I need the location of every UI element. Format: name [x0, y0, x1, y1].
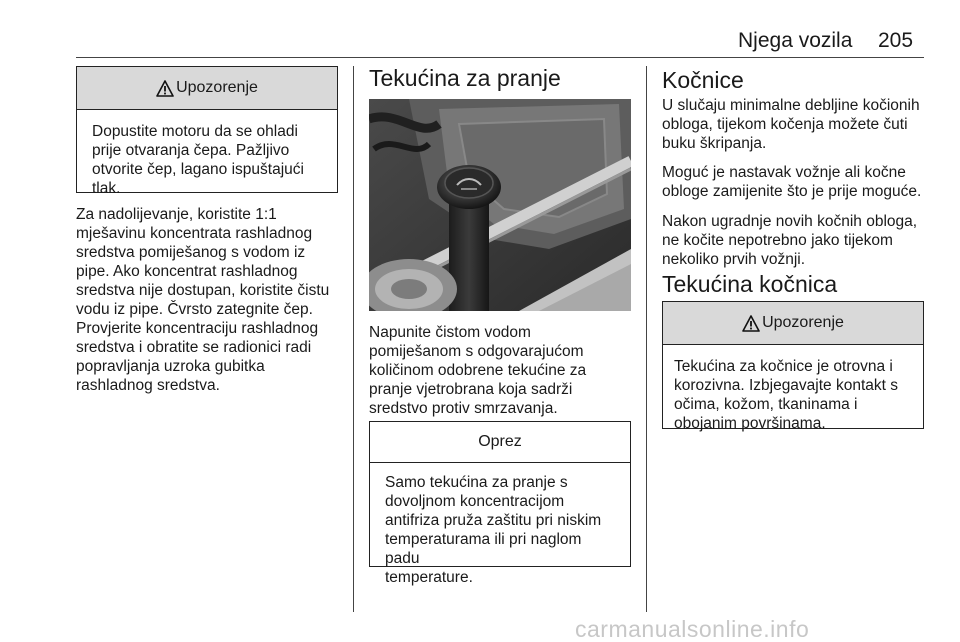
text-line: sredstvo protiv smrzavanja.	[369, 400, 558, 417]
text-line: antifriza pruža zaštitu pri niskim	[385, 512, 602, 529]
header-rule	[76, 57, 924, 58]
text-line: rashladnog sredstva.	[76, 377, 220, 394]
warning-triangle-icon	[156, 80, 174, 97]
text-line: očima, kožom, tkaninama i	[674, 396, 858, 413]
column-divider-1	[353, 66, 354, 612]
text-line: popravljanja uzroka gubitka	[76, 358, 265, 375]
text-line: Provjerite koncentraciju rashladnog	[76, 320, 319, 337]
washer-caution-box	[369, 421, 631, 586]
warning-header	[77, 67, 337, 110]
text-line: sredstva i obratite se radionici radi	[76, 339, 312, 356]
warning-triangle-icon	[742, 315, 760, 332]
brakes-paragraph-3	[662, 212, 917, 269]
brakes-paragraph-2	[662, 163, 921, 201]
warning-title: Upozorenje	[176, 79, 258, 96]
text-line: pipe. Ako koncentrat rashladnog	[76, 263, 298, 280]
caution-title: Oprez	[478, 433, 522, 450]
text-line: ne kočite nepotrebno jako tijekom	[662, 232, 893, 249]
brakes-paragraph-1	[662, 96, 920, 153]
warning-text	[663, 345, 923, 433]
text-line: tlak.	[92, 180, 121, 197]
coolant-warning-box	[76, 66, 338, 197]
text-line: Samo tekućina za pranje s	[385, 474, 568, 491]
text-line: pranje vjetrobrana koja sadrži	[369, 381, 573, 398]
brakes-heading: Kočnice	[662, 67, 744, 93]
text-line: Moguć je nastavak vožnje ali kočne	[662, 164, 906, 181]
text-line: temperature.	[385, 569, 473, 586]
warning-title: Upozorenje	[762, 314, 844, 331]
brake-fluid-warning-box	[662, 301, 924, 432]
brake-fluid-heading: Tekućina kočnica	[662, 271, 838, 297]
text-line: obojanim površinama.	[674, 415, 826, 432]
text-line: vodu iz pipe. Čvrsto zategnite čep.	[76, 301, 313, 318]
text-line: mješavinu koncentrata rashladnog	[76, 225, 313, 242]
text-line: Za nadolijevanje, koristite 1:1	[76, 206, 277, 223]
text-line: otvorite čep, lagano ispuštajući	[92, 161, 304, 178]
text-line: obloga, tijekom kočenja možete čuti	[662, 116, 908, 133]
text-line: sredstva pomiješanog s vodom iz	[76, 244, 306, 261]
caution-header	[370, 422, 630, 463]
washer-reservoir-photo	[369, 99, 631, 311]
caution-text	[370, 463, 630, 587]
text-line: količinom odobrene tekućine za	[369, 362, 587, 379]
text-line: pomiješanom s odgovarajućom	[369, 343, 584, 360]
text-line: Napunite čistom vodom	[369, 324, 531, 341]
text-line: prije otvaranja čepa. Pažljivo	[92, 142, 290, 159]
text-line: Dopustite motoru da se ohladi	[92, 123, 298, 140]
watermark: carmanualsonline.info	[575, 616, 810, 642]
text-line: nekoliko prvih vožnji.	[662, 251, 806, 268]
text-line: Tekućina za kočnice je otrovna i	[674, 358, 893, 375]
text-line: korozivna. Izbjegavajte kontakt s	[674, 377, 899, 394]
washer-fluid-heading: Tekućina za pranje	[369, 65, 561, 91]
warning-text	[77, 110, 337, 198]
text-line: U slučaju minimalne debljine kočionih	[662, 97, 920, 114]
text-line: temperaturama ili pri naglom padu	[385, 531, 582, 567]
text-line: sredstva nije dostupan, koristite čistu	[76, 282, 330, 299]
column-divider-2	[646, 66, 647, 612]
text-line: obloge zamijenite što je prije moguće.	[662, 183, 922, 200]
section-title: Njega vozila	[738, 29, 853, 52]
warning-header	[663, 302, 923, 345]
text-line: buku škripanja.	[662, 135, 767, 152]
text-line: Nakon ugradnje novih kočnih obloga,	[662, 213, 918, 230]
coolant-paragraph	[76, 205, 329, 395]
text-line: dovoljnom koncentracijom	[385, 493, 565, 510]
washer-fluid-paragraph	[369, 323, 586, 418]
page-header	[0, 30, 960, 52]
page-number: 205	[878, 29, 914, 52]
